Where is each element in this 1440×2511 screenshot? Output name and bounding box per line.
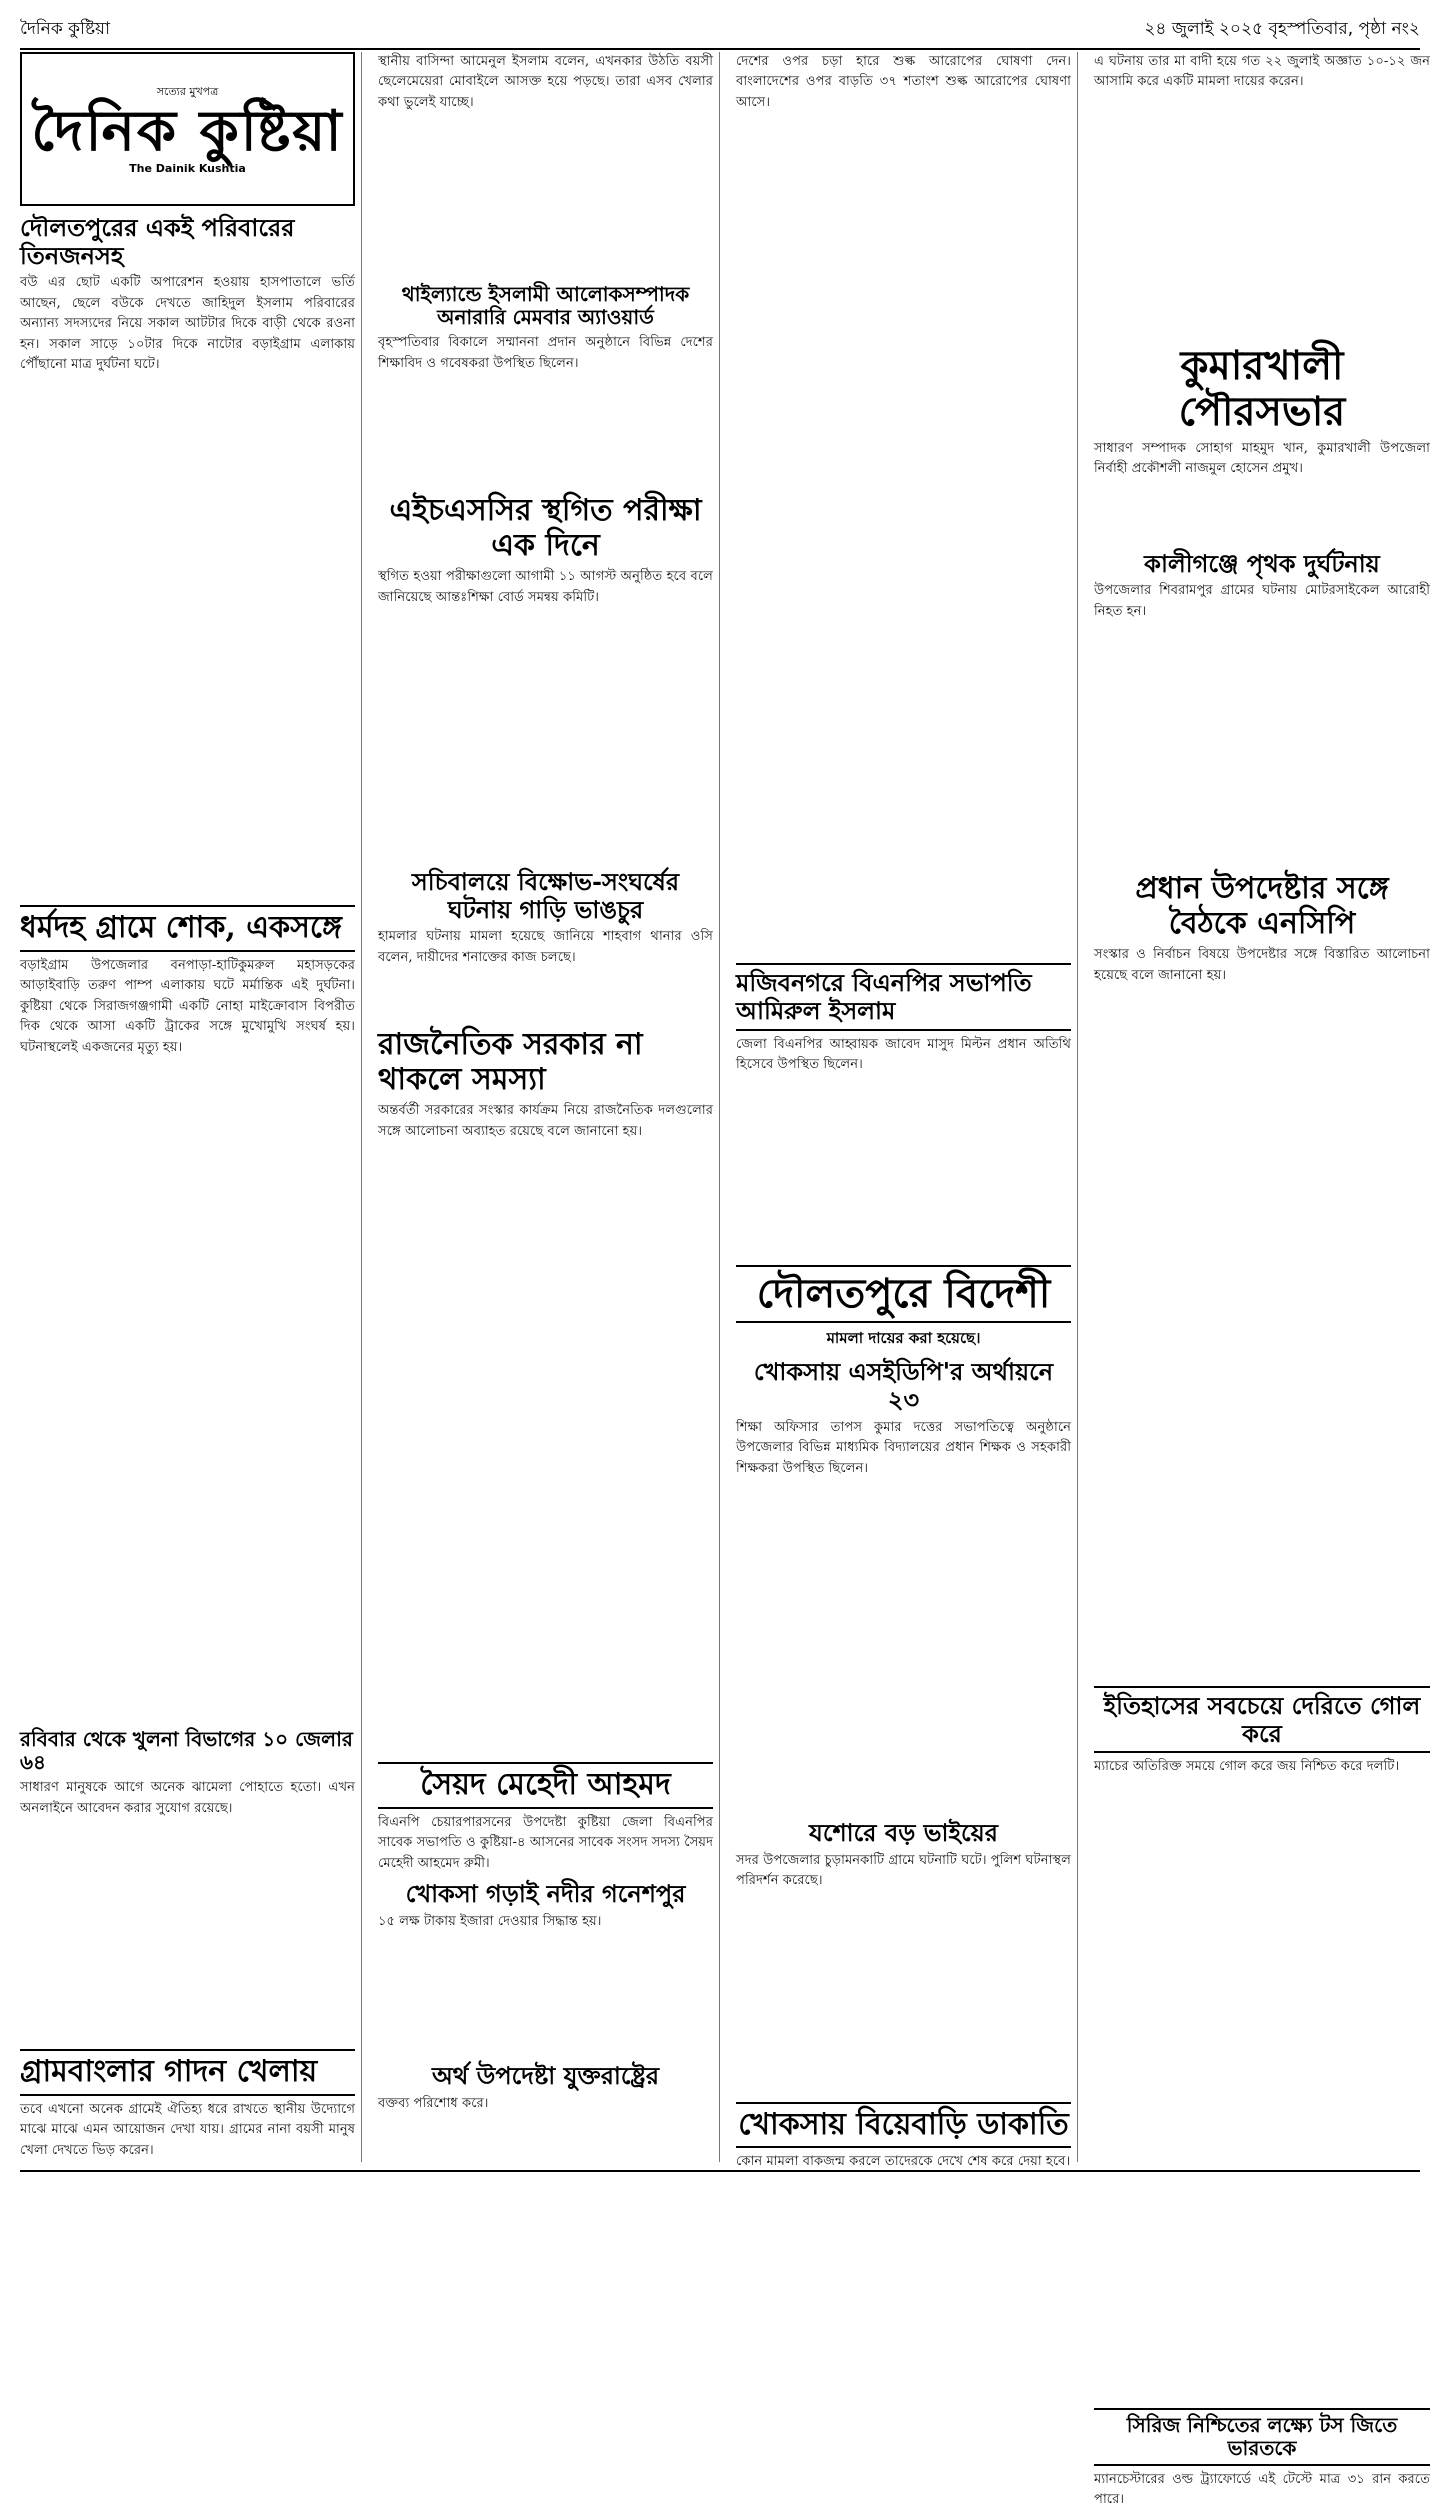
article-body-thailand [378,333,713,488]
article-body-gadon [20,2100,355,2161]
page-bottom-rule [20,2170,1420,2172]
article-body-latest-goal [1094,1757,1430,2401]
article-body-finance [378,2094,713,2114]
column-1 [20,52,362,2162]
headline-khulna-districts: রবিবার থেকে খুলনা বিভাগের ১০ জেলার ৬৪ [20,1727,353,1775]
paragraph: স্থগিত হওয়া পরীক্ষাগুলো আগামী ১১ আগস্ট অনুষ্ঠিত হবে বলে জানিয়েছে আন্তঃশিক্ষা বোর্ড সমন্বয় কমিটি। [378,569,713,605]
paragraph: দেশের ওপর চড়া হারে শুল্ক আরোপের ঘোষণা দেন। বাংলাদেশের ওপর বাড়তি ৩৭ শতাংশ শুল্ক আরোপের ঘোষণা আসে। [736,54,1071,110]
headline-secretariat-clash: সচিবালয়ে বিক্ষোভ-সংঘর্ষের ঘটনায় গাড়ি ভাঙচুর [411,867,680,924]
paragraph: সাধারণ মানুষকে আগে অনেক ঝামেলা পোহাতে হতো। এখন অনলাইনে আবেদন করার সুযোগ রয়েছে। [20,1780,355,1816]
headline-kaliganj-accident: কালীগঞ্জে পৃথক দুর্ঘটনায় [1144,548,1380,578]
paragraph: উপজেলার শিবরামপুর গ্রামের ঘটনায় মোটরসাইকেল আরোহী নিহত হন। [1094,583,1430,619]
article-body-jessore [736,1851,1071,2096]
headline-daulatpur-foreign: দৌলতপুরে বিদেশী [736,1265,1071,1323]
paragraph: বিএনপি চেয়ারপারসনের উপদেষ্টা কুষ্টিয়া জেলা বিএনপির সাবেক সভাপতি ও কুষ্টিয়া-৪ আসনের সাবেক সংসদ সদস্য সৈয়দ মেহেদী আহমেদ রুমী। [378,1814,713,1871]
header-date-line: ২৪ জুলাই ২০২৫ বৃহস্পতিবার, পৃষ্ঠা নং২ [1144,19,1420,39]
paragraph: কোন মামলা বাকজন্ম করলে তাদেরকে দেখে শেষ করে দেয়া হবে। [736,2154,1071,2169]
article-body-mujibnagar [736,1035,1071,1260]
article-body-gorai [378,1912,713,2056]
article-body-continued [378,52,713,277]
article-body-khulna [20,1778,355,2043]
paragraph: সদর উপজেলার চুড়ামনকাটি গ্রামে ঘটনাটি ঘটে। পুলিশ ঘটনাস্থল পরিদর্শন করেছে। [736,1852,1071,1889]
article-body-syed-mehedi [378,1813,713,1874]
article-body-kumarkhali [1094,439,1430,544]
column-3 [736,52,1078,2169]
headline-khoksa-robbery: খোকসায় বিয়েবাড়ি ডাকাতি [736,2102,1071,2149]
masthead-title: দৈনিক কুষ্টিয়া [31,97,344,164]
headline-hsc-exam: এইচএসসির স্থগিত পরীক্ষা এক দিনে [389,493,702,563]
headline-dharmodah-mourning: ধর্মদহ গ্রামে শোক, একসঙ্গে [20,905,355,952]
paragraph: ১৫ লক্ষ টাকায় ইজারা দেওয়ার সিদ্ধান্ত হয়। [378,1913,602,1929]
masthead-english: The Dainik Kushtia [129,162,246,176]
paragraph: সংস্কার ও নির্বাচন বিষয়ে উপদেষ্টার সঙ্গে বিস্তারিত আলোচনা হয়েছে বলে জানানো হয়। [1094,947,1430,983]
article-body-khoksa-sedip [736,1418,1071,1813]
subheadline-daulatpur: মামলা দায়ের করা হয়েছে। [826,1329,981,1348]
paragraph: বৃহস্পতিবার বিকালে সম্মাননা প্রদান অনুষ্ঠানে বিভিন্ন দেশের শিক্ষাবিদ ও গবেষকরা উপস্থিত ছিলেন। [378,335,713,371]
masthead [20,52,355,206]
article-body-kaliganj [1094,581,1430,866]
paragraph: তবে এখনো অনেক গ্রামেই ঐতিহ্য ধরে রাখতে স্থানীয় উদ্যোগে মাঝে মাঝে এমন আয়োজন দেখা যায়। গ্রামের নানা বয়সী মানুষ খেলা দেখতে ভিড় করেন। [20,2101,355,2158]
headline-mujibnagar-bnp: মজিবনগরে বিএনপির সভাপতি আমিরুল ইসলাম [736,963,1071,1030]
paragraph: ম্যানচেস্টারের ওল্ড ট্র্যাফোর্ডে এই টেস্টে মাত্র ৩১ রান করতে পারে। [1094,2471,1430,2508]
paragraph: শিক্ষা অফিসার তাপস কুমার দত্তের সভাপতিত্বে অনুষ্ঠানে উপজেলার বিভিন্ন মাধ্যমিক বিদ্যালয়ের প্রধান শিক্ষক ও সহকারী শিক্ষকরা উপস্থিত ছিলেন। [736,1419,1071,1476]
header-paper-name: দৈনিক কুষ্টিয়া [20,19,111,39]
article-body-case [1094,52,1430,337]
page-header-bar [20,8,1420,50]
article-body-series [1094,2470,1430,2511]
headline-series-toss: সিরিজ নিশ্চিতের লক্ষ্যে টস জিতে ভারতকে [1094,2408,1430,2466]
article-body-ncp [1094,945,1430,1680]
headline-chief-adviser-ncp: প্রধান উপদেষ্টার সঙ্গে বৈঠকে এনসিপি [1135,871,1389,941]
column-4 [1094,52,1436,2508]
headline-latest-goal: ইতিহাসের সবচেয়ে দেরিতে গোল করে [1094,1686,1430,1753]
headline-jessore-brother: যশোরে বড় ভাইয়ের [809,1818,998,1847]
headline-syed-mehedi: সৈয়দ মেহেদী আহমদ [378,1762,713,1809]
paragraph: এ ঘটনায় তার মা বাদী হয়ে গত ২২ জুলাই অজ্ঞাত ১০-১২ জন আসামি করে একটি মামলা দায়ের করেন। [1094,54,1430,90]
headline-thailand-award: থাইল্যান্ডে ইসলামী আলোকসম্পাদক অনারারি মেমবার অ্যাওয়ার্ড [401,282,690,330]
headline-finance-adviser: অর্থ উপদেষ্টা যুক্তরাষ্ট্রের [431,2061,660,2091]
column-2 [378,52,720,2162]
paragraph: জেলা বিএনপির আহ্বায়ক জাবেদ মাসুদ মিল্টন প্রধান অতিথি হিসেবে উপস্থিত ছিলেন। [736,1036,1071,1072]
paragraph: সাধারণ সম্পাদক সোহাগ মাহমুদ খান, কুমারখালী উপজেলা নির্বাহী প্রকৌশলী নাজমুল হোসেন প্রমুখ। [1094,440,1430,477]
article-body-tariff [736,52,1071,957]
headline-gorai-river: খোকসা গড়াই নদীর গনেশপুর [405,1879,686,1909]
paragraph: হামলার ঘটনায় মামলা হয়েছে জানিয়ে শাহবাগ থানার ওসি বলেন, দায়ীদের শনাক্তের কাজ চলছে। [378,929,713,965]
article-body-dharmodah [20,956,355,1722]
headline-family-accident: দৌলতপুরের একই পরিবারের তিনজনসহ [20,213,295,270]
paragraph: বক্তব্য পরিশোধ করে। [378,2095,489,2111]
paragraph: বড়াইগ্রাম উপজেলার বনপাড়া-হাটিকুমরুল মহাসড়কের আড়াইবাড়ি তরুণ পাম্প এলাকায় ঘটে মর্মান্তিক এই দুর্ঘটনা। কুষ্টিয়া থেকে সিরাজগঞ্জগামী একটি নোহা মাইক্রোবাস বিপরীত দিক থেকে আসা একটি ট্রাকের সঙ্গে মুখোমুখি সংঘর্ষ হয়। ঘটনাস্থলেই একজনের মৃত্যু হয়। [20,957,355,1055]
article-body-hsc [378,567,713,862]
headline-kumarkhali-municipality: কুমারখালী পৌরসভার [1178,341,1346,435]
headline-khoksa-sedip: খোকসায় এসইডিপি'র অর্থায়নে ২৩ [753,1357,1054,1415]
article-body-political [378,1101,713,1756]
paragraph: স্থানীয় বাসিন্দা আমেনুল ইসলাম বলেন, এখনকার উঠতি বয়সী ছেলেমেয়েরা মোবাইলে আসক্ত হয়ে পড়ছে। তারা এসব খেলার কথা ভুলেই যাচ্ছে। [378,54,713,110]
paragraph: বউ এর ছোট একটি অপারেশন হওয়ায় হাসপাতালে ভর্তি আছেন, ছেলে বউকে দেখতে জাহিদুল ইসলাম পরিবারের অন্যান্য সদস্যদের নিয়ে সকাল আটটার দিকে বাড়ী থেকে রওনা হন। সকাল সাড়ে ১০টার দিকে নাটোর বড়াইগ্রাম এলাকায় পৌঁছানো মাত্র দুর্ঘটনা ঘটে। [20,275,355,372]
masthead-tagline: সত্যের মুখপত্র [156,84,219,98]
headline-political-government: রাজনৈতিক সরকার না থাকলে সমস্যা [378,1027,643,1097]
article-body-family-accident [20,273,355,899]
paragraph: অন্তর্বর্তী সরকারের সংস্কার কার্যক্রম নিয়ে রাজনৈতিক দলগুলোর সঙ্গে আলোচনা অব্যাহত রয়েছে বলে জানানো হয়। [378,1103,713,1139]
paragraph: ম্যাচের অতিরিক্ত সময়ে গোল করে জয় নিশ্চিত করে দলটি। [1094,1759,1400,1775]
headline-gadon-game: গ্রামবাংলার গাদন খেলায় [20,2049,355,2096]
article-body-secretariat [378,927,713,1022]
article-columns [20,52,1430,2508]
